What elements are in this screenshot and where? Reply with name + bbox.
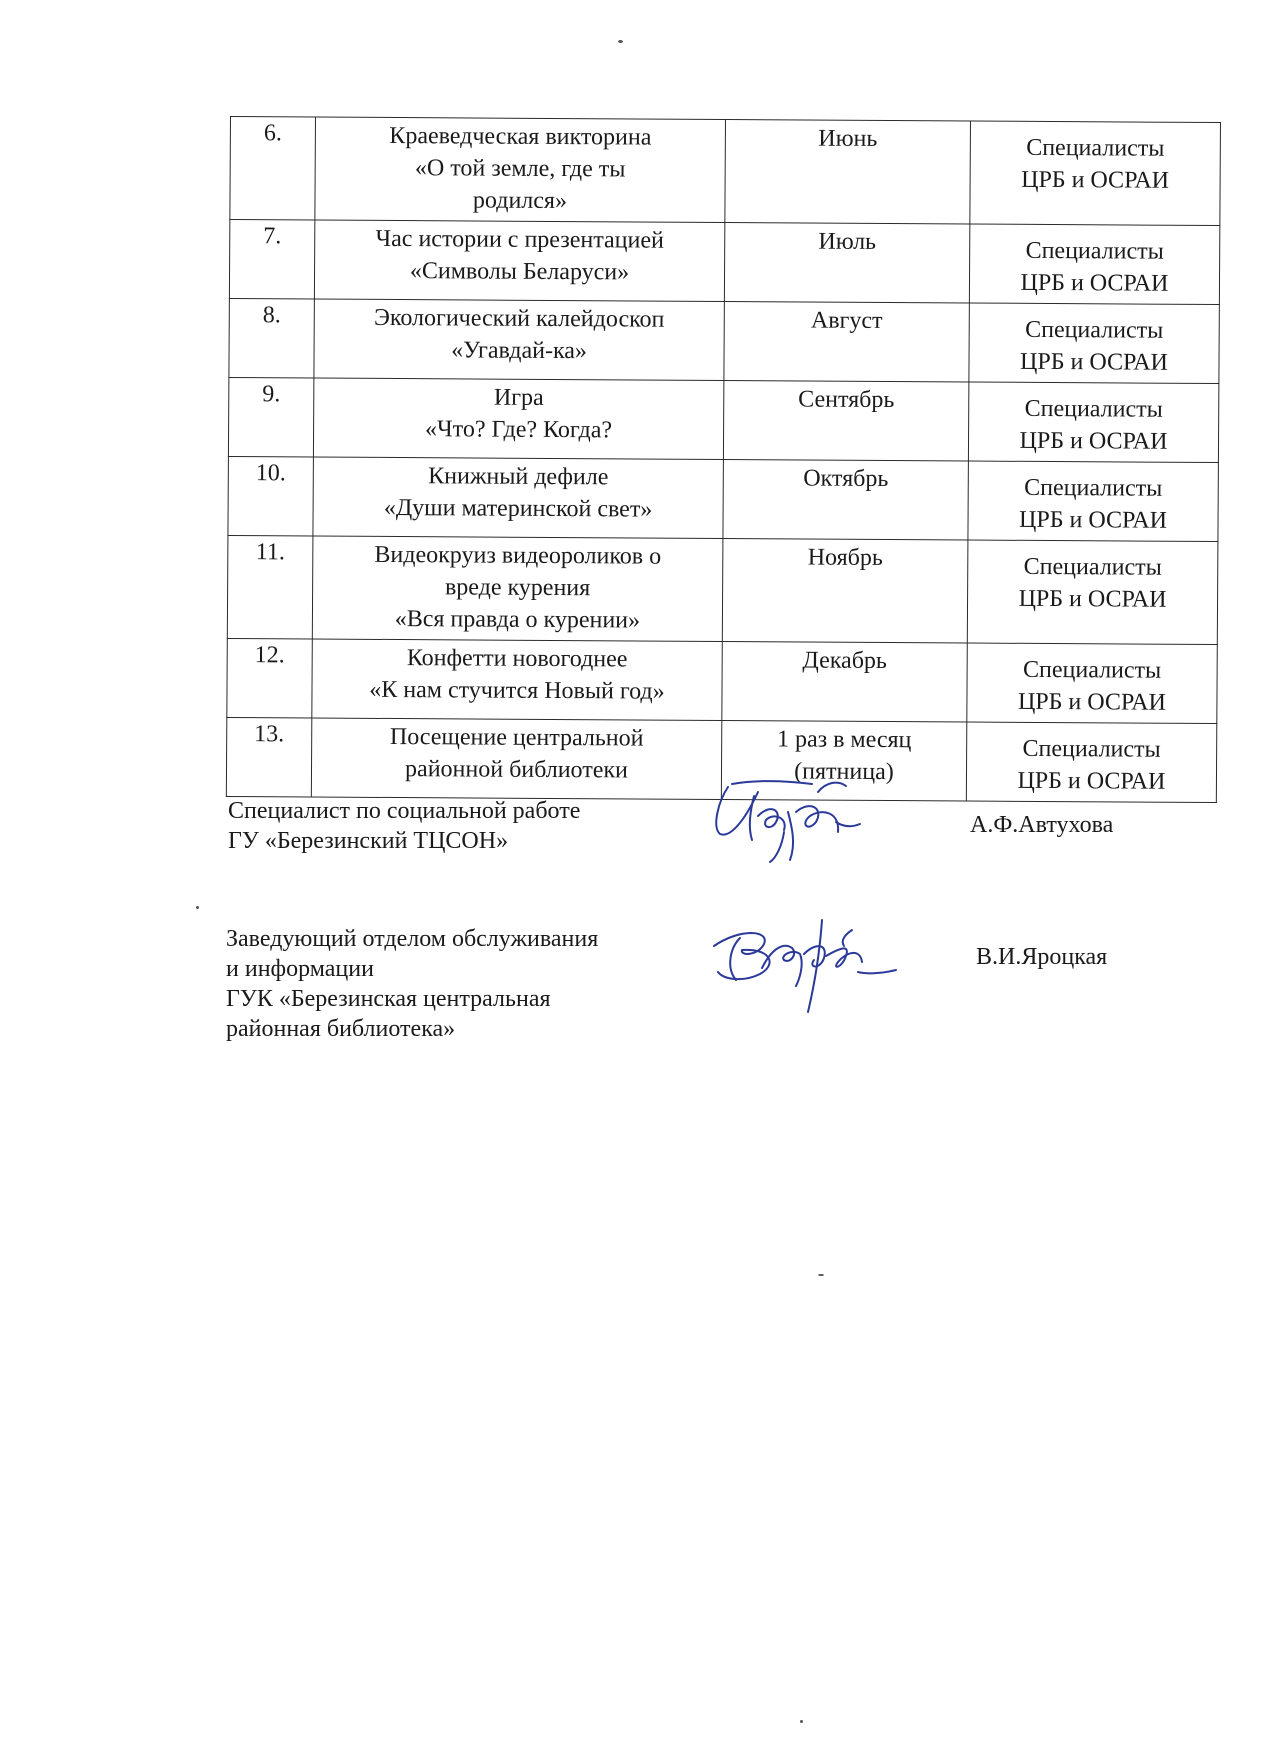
responsible-cell-line: ЦРБ и ОСРАИ: [1019, 427, 1168, 455]
row-number-cell: 10.: [228, 456, 313, 536]
event-cell-line: Час истории с презентацией: [375, 225, 664, 254]
responsible-cell: [968, 461, 1218, 542]
responsible-cell-line: Специалисты: [1025, 316, 1164, 344]
event-cell-line: вреде курения: [444, 574, 591, 602]
event-cell-line: Посещение центральной: [389, 723, 644, 752]
signer-2-title-line: ГУК «Березинская центральная: [226, 986, 551, 1012]
date-cell-line: Август: [810, 307, 883, 334]
date-cell-line: Ноябрь: [807, 544, 883, 571]
signer-2-title-line: и информации: [226, 956, 374, 982]
row-number-cell: 13.: [226, 717, 311, 797]
signature-2-handwritten: [700, 908, 900, 1018]
signer-2-title-line: Заведующий отделом обслуживания: [226, 926, 599, 952]
responsible-cell-line: Специалисты: [1022, 735, 1161, 763]
event-cell: [315, 117, 726, 223]
date-cell-line: Сентябрь: [798, 386, 895, 414]
event-cell-line: «Что? Где? Когда?: [425, 416, 613, 444]
row-number-cell: 8.: [229, 298, 314, 378]
event-cell-line: Экологический калейдоскоп: [374, 304, 665, 333]
date-cell: [722, 642, 967, 722]
table-row: [229, 298, 1219, 383]
date-cell: [724, 223, 969, 303]
signature-1-handwritten: [700, 772, 870, 867]
date-cell-line: (пятница): [794, 758, 894, 786]
table-row: [230, 117, 1221, 226]
responsible-cell-line: ЦРБ и ОСРАИ: [1019, 348, 1169, 376]
responsible-cell: [969, 303, 1219, 384]
signer-1-name: А.Ф.Автухова: [970, 812, 1114, 838]
event-cell: [313, 457, 723, 539]
signer-1-title: [228, 796, 580, 856]
events-plan-table-body: [226, 117, 1220, 803]
event-cell-line: «Символы Беларуси»: [409, 258, 630, 286]
event-cell: [313, 378, 723, 460]
date-cell: [722, 539, 968, 643]
row-number-cell: 9.: [228, 377, 313, 457]
event-cell-line: Книжный дефиле: [428, 463, 609, 491]
date-cell: [724, 302, 969, 382]
date-cell-line: Декабрь: [802, 647, 887, 675]
row-number-cell: 11.: [227, 535, 313, 639]
responsible-cell-line: Специалисты: [1026, 134, 1165, 162]
event-cell-line: Видеокруиз видеороликов о: [374, 541, 662, 570]
scan-speck: [800, 1720, 803, 1723]
scan-speck: [818, 1274, 824, 1276]
responsible-cell-line: ЦРБ и ОСРАИ: [1021, 166, 1170, 194]
table-row: [227, 535, 1218, 644]
responsible-cell-line: ЦРБ и ОСРАИ: [1019, 506, 1168, 534]
signer-2-name: В.И.Яроцкая: [976, 944, 1108, 970]
event-cell-line: родился»: [472, 187, 568, 215]
event-cell: [312, 536, 723, 642]
signer-1-title-line: ГУ «Березинский ТЦСОН»: [228, 828, 509, 854]
table-row: [228, 456, 1218, 541]
signer-2-title-line: районная библиотека»: [226, 1016, 456, 1042]
responsible-cell-line: ЦРБ и ОСРАИ: [1017, 688, 1166, 716]
responsible-cell-line: Специалисты: [1025, 237, 1164, 265]
signer-1-title-line: Специалист по социальной работе: [228, 798, 581, 824]
scan-speck: [618, 40, 623, 43]
responsible-cell: [967, 643, 1217, 724]
event-cell-line: Конфетти новогоднее: [406, 645, 628, 673]
event-cell-line: «Вся правда о курении»: [394, 606, 641, 634]
date-cell-line: Октябрь: [803, 465, 889, 493]
responsible-cell-line: Специалисты: [1024, 395, 1163, 423]
responsible-cell-line: Специалисты: [1023, 553, 1162, 581]
event-cell-line: «Угавдай-ка»: [451, 337, 588, 365]
row-number-cell: 7.: [229, 220, 314, 300]
responsible-cell-line: ЦРБ и ОСРАИ: [1017, 767, 1166, 795]
event-cell: [311, 718, 721, 800]
responsible-cell: [968, 382, 1218, 463]
event-cell: [314, 299, 724, 381]
event-cell-line: Игра: [493, 384, 544, 411]
date-cell-line: Июль: [818, 228, 877, 255]
event-cell: [314, 220, 724, 302]
date-cell: [725, 120, 971, 224]
table-row: [229, 220, 1219, 305]
date-cell-line: Июнь: [818, 125, 878, 152]
responsible-cell-line: Специалисты: [1024, 474, 1163, 502]
responsible-cell: [967, 540, 1218, 645]
event-cell-line: Краеведческая викторина: [389, 122, 652, 151]
row-number-cell: 12.: [227, 638, 312, 718]
responsible-cell-line: ЦРБ и ОСРАИ: [1018, 585, 1167, 613]
events-plan-table: [226, 116, 1221, 803]
date-cell: [723, 381, 968, 461]
table-row: [227, 638, 1217, 723]
event-cell-line: «Души материнской свет»: [383, 494, 653, 523]
responsible-cell-line: ЦРБ и ОСРАИ: [1020, 269, 1169, 297]
event-cell-line: «К нам стучится Новый год»: [369, 676, 665, 705]
date-cell: [723, 460, 968, 540]
row-number-cell: 6.: [230, 117, 316, 221]
responsible-cell-line: Специалисты: [1022, 656, 1162, 684]
event-cell-line: районной библиотеки: [405, 756, 629, 784]
event-cell: [312, 639, 722, 721]
table-row: [228, 377, 1218, 462]
signer-2-title: [226, 924, 598, 1044]
responsible-cell: [970, 121, 1221, 226]
responsible-cell: [966, 722, 1216, 803]
event-cell-line: «О той земле, где ты: [414, 155, 626, 183]
date-cell-line: 1 раз в месяц: [776, 726, 912, 754]
responsible-cell: [969, 224, 1219, 305]
scan-speck: [196, 906, 199, 909]
